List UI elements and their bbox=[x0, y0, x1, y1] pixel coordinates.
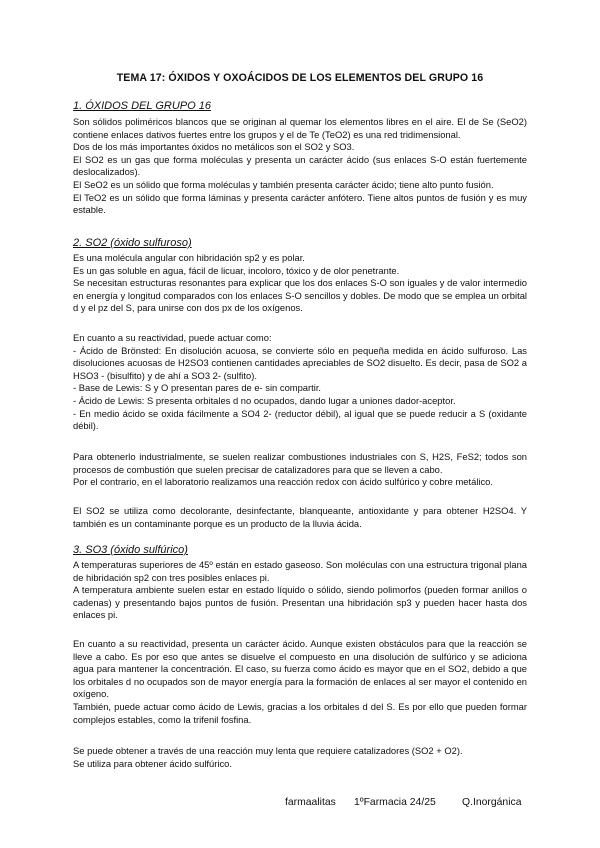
paragraph: Se utiliza para obtener ácido sulfúrico. bbox=[73, 757, 232, 769]
paragraph: - Ácido de Brönsted: En disolución acuosa, se convierte sólo en pequeña medida en ácido sulfuroso. Las disoluciones acuosas de H2SO3 contienen cantidades apreciables de SO2 disuelto. Es decir, pasa de SO2 a HSO3 - (bisulfito) y de ahí a SO3 2- (sulfito). bbox=[73, 344, 527, 381]
paragraph: En cuanto a su reactividad, puede actuar como: bbox=[73, 332, 272, 343]
so2-uses-block bbox=[73, 505, 527, 530]
paragraph: En cuanto a su reactividad, presenta un carácter ácido. Aunque existen obstáculos para que la reacción se lleve a cabo. Es por eso que antes se disuelve el compuesto en una disolución de sulfúrico y se adiciona agua para mantener la concentración. El caso, su fuerza como ácido es mayor que en el SO2, debido a que los orbitales d no ocupados son de mayor energía para la formación de enlaces al ser mayor el contenido en oxígeno. bbox=[73, 638, 527, 700]
footer-subject: Q.Inorgánica bbox=[462, 797, 522, 808]
footer-course: 1ºFarmacia 24/25 bbox=[354, 797, 436, 808]
document-title: TEMA 17: ÓXIDOS Y OXOÁCIDOS DE LOS ELEMENTOS DEL GRUPO 16 bbox=[116, 72, 484, 84]
section-1-body bbox=[73, 116, 527, 217]
so2-reactivity-block bbox=[73, 332, 527, 433]
so2-production-block bbox=[73, 451, 527, 489]
paragraph: Se puede obtener a través de una reacción muy lenta que requiere catalizadores (SO2 + O2). bbox=[73, 745, 463, 756]
paragraph: El TeO2 es un sólido que forma láminas y presenta carácter anfótero. Tiene altos puntos de fusión y es muy estable. bbox=[73, 191, 527, 216]
paragraph: Por el contrario, en el laboratorio realizamos una reacción redox con ácido sulfúrico y cobre metálico. bbox=[73, 476, 494, 488]
so3-reactivity-block bbox=[73, 638, 527, 726]
paragraph: Dos de los más importantes óxidos no metálicos son el SO2 y SO3. bbox=[73, 141, 355, 153]
paragraph: - En medio ácido se oxida fácilmente a SO4 2- (reductor débil), al igual que se puede reducir a S (oxidante débil). bbox=[73, 407, 527, 432]
so3-production-block bbox=[73, 745, 527, 770]
paragraph: Son sólidos poliméricos blancos que se originan al quemar los elementos libres en el aire. El de Se (SeO2) contiene enlaces dativos fuertes entre los grupos y el de Te (TeO2) es una red tridimensional. bbox=[73, 116, 527, 140]
section-heading-so2: 2. SO2 (óxido sulfuroso) bbox=[73, 237, 192, 249]
paragraph: El SO2 se utiliza como decolorante, desinfectante, blanqueante, antioxidante y para obtener H2SO4. Y también es un contaminante porque es un producto de la lluvia ácida. bbox=[73, 505, 527, 529]
so3-properties-block bbox=[73, 559, 527, 622]
section-heading-oxidos: 1. ÓXIDOS DEL GRUPO 16 bbox=[73, 100, 211, 112]
paragraph: Para obtenerlo industrialmente, se suelen realizar combustiones industriales con S, H2S, FeS2; todos son procesos de combustión que suelen precisar de catalizadores para que se lleven a cabo. bbox=[73, 451, 527, 475]
paragraph: Es un gas soluble en agua, fácil de licuar, incoloro, tóxico y de olor penetrante. bbox=[73, 264, 400, 276]
so2-properties-block bbox=[73, 252, 527, 315]
paragraph: El SeO2 es un sólido que forma moléculas y también presenta carácter ácido; tiene alto punto fusión. bbox=[73, 178, 494, 190]
paragraph: A temperatura ambiente suelen estar en estado líquido o sólido, siendo polimorfos (pueden formar anillos o cadenas) y presentando bajos puntos de fusión. Presentan una hibridación sp3 y pueden hacer hasta dos enlaces pi. bbox=[73, 584, 527, 621]
paragraph: El SO2 es un gas que forma moléculas y presenta un carácter ácido (sus enlaces S-O están fuertemente deslocalizados). bbox=[73, 153, 527, 178]
paragraph: A temperaturas superiores de 45º están en estado gaseoso. Son moléculas con una estructura trigonal plana de hibridación sp2 con tres posibles enlaces pi. bbox=[73, 559, 527, 583]
footer-author: farmaalitas bbox=[285, 797, 336, 808]
paragraph: También, puede actuar como ácido de Lewis, gracias a los orbitales d del S. Es por ello que pueden formar complejos estables, como la trifenil fosfina. bbox=[73, 700, 527, 725]
paragraph: - Ácido de Lewis: S presenta orbitales d no ocupados, dando lugar a uniones dador-aceptor. bbox=[73, 394, 456, 406]
paragraph: - Base de Lewis: S y O presentan pares de e- sin compartir. bbox=[73, 382, 322, 394]
paragraph: Es una molécula angular con hibridación sp2 y es polar. bbox=[73, 252, 305, 263]
paragraph: Se necesitan estructuras resonantes para explicar que los dos enlaces S-O son iguales y de valor intermedio en energía y longitud comparados con los enlaces S-O sencillos y dobles. De modo que se emplea un orbital d y el pz del S, para unirse con dos px de los oxígenos. bbox=[73, 277, 527, 314]
section-heading-so3: 3. SO3 (óxido sulfúrico) bbox=[73, 544, 188, 556]
